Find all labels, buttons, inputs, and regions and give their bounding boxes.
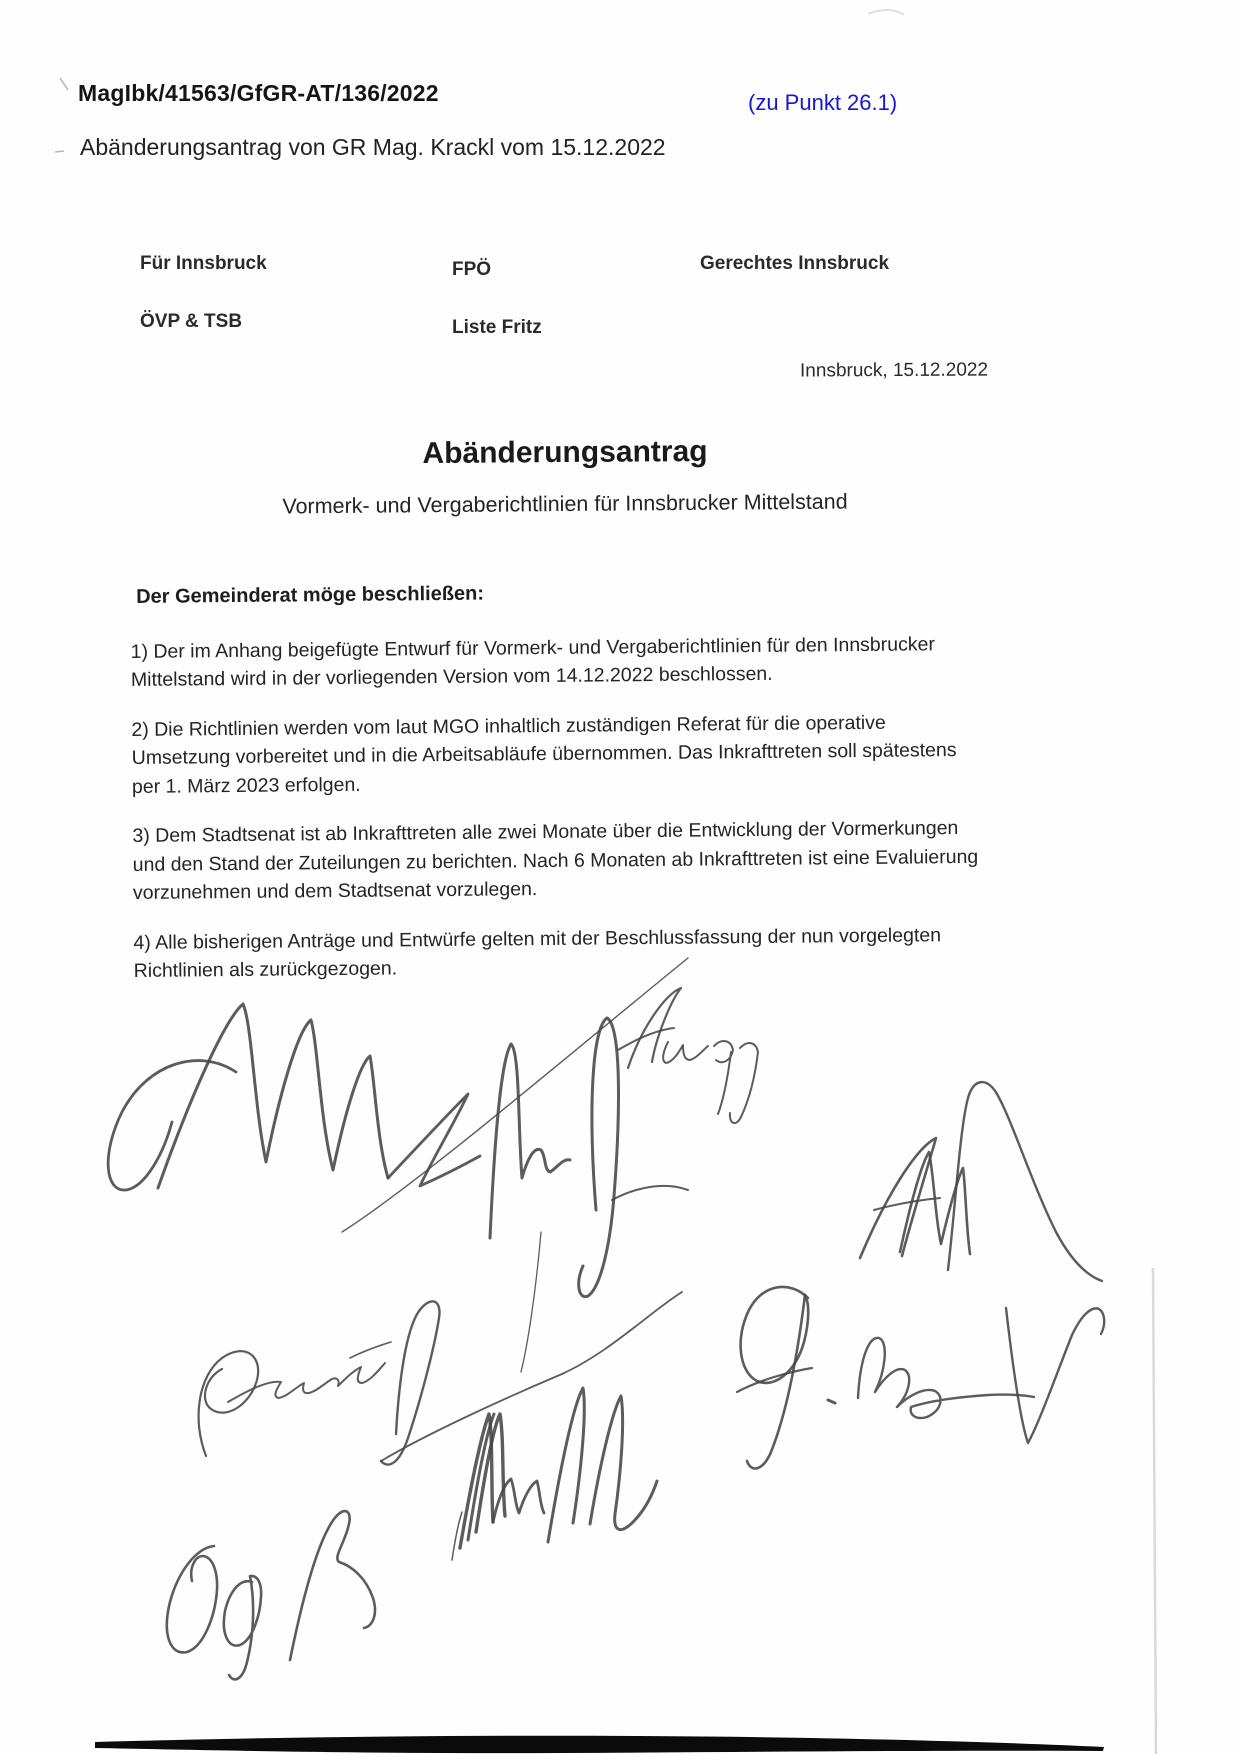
resolution-intro: Der Gemeinderat möge beschließen: [136, 582, 485, 608]
resolution-item-2: 2) Die Richtlinien werden vom laut MGO inhaltlich zuständigen Referat für die operative Umsetzung vorbereitet und in die Arbeitsabläufe übernommen. Das Inkrafttreten soll spätestens per 1. März 2023 erfolgen. [131, 711, 957, 798]
place-date: Innsbruck, 15.12.2022 [799, 359, 989, 382]
party-header-fuer-innsbruck [140, 220, 267, 365]
party-line-2: ÖVP & TSB [140, 311, 243, 332]
signature-ink-7 [167, 1511, 375, 1679]
document-title: Abänderungsantrag [422, 435, 708, 470]
scan-artifact-corner-tick [60, 78, 68, 90]
resolution-item-1: 1) Der im Anhang beigefügte Entwurf für Vormerk- und Vergaberichtlinien für den Innsbrucker Mittelstand wird in der vorliegenden Version vom 14.12.2022 beschlossen. [130, 632, 936, 691]
document-subtitle: Vormerk- und Vergaberichtlinien für Innsbrucker Mittelstand [282, 489, 848, 519]
scan-artifact-bottom-bar [95, 1736, 1104, 1753]
signature-ink-4 [860, 1082, 1102, 1281]
resolution-item-3: 3) Dem Stadtsenat ist ab Inkrafttreten alle zwei Monate über die Entwicklung der Vormerkungen und den Stand der Zuteilungen zu berichten. Nach 6 Monaten ab Inkrafttreten ist eine Evaluierung vorzunehmen und dem Stadtsenat vorzulegen. [132, 817, 979, 904]
reference-number: MagIbk/41563/GfGR-AT/136/2022 [78, 80, 439, 106]
party-line-2: Liste Fritz [452, 317, 542, 338]
subject-line: Abänderungsantrag von GR Mag. Krackl vom 15.12.2022 [80, 134, 666, 160]
party-line-1: FPÖ [452, 259, 492, 280]
signature-ink-3 [618, 988, 758, 1123]
agenda-point-note: (zu Punkt 26.1) [748, 90, 898, 115]
scan-artifact-page-edge [1153, 1268, 1156, 1754]
signature-ink-5 [199, 1292, 682, 1465]
party-header-gerechtes-innsbruck [700, 220, 889, 307]
scan-artifact-top-smudge [868, 10, 904, 15]
party-header-fpoe-liste-fritz [452, 226, 542, 371]
signature-ink-8 [737, 1287, 1104, 1469]
party-line-1: Gerechtes Innsbruck [700, 253, 890, 274]
signature-ink-2 [490, 1018, 688, 1372]
signature-ink-6 [452, 1388, 657, 1560]
scan-artifact-margin-dash [55, 151, 64, 152]
resolution-body [130, 574, 1084, 1007]
resolution-item-4: 4) Alle bisherigen Anträge und Entwürfe gelten mit der Beschlussfassung der nun vorgelegten Richtlinien als zurückgezogen. [133, 923, 942, 982]
party-line-1: Für Innsbruck [140, 253, 267, 274]
